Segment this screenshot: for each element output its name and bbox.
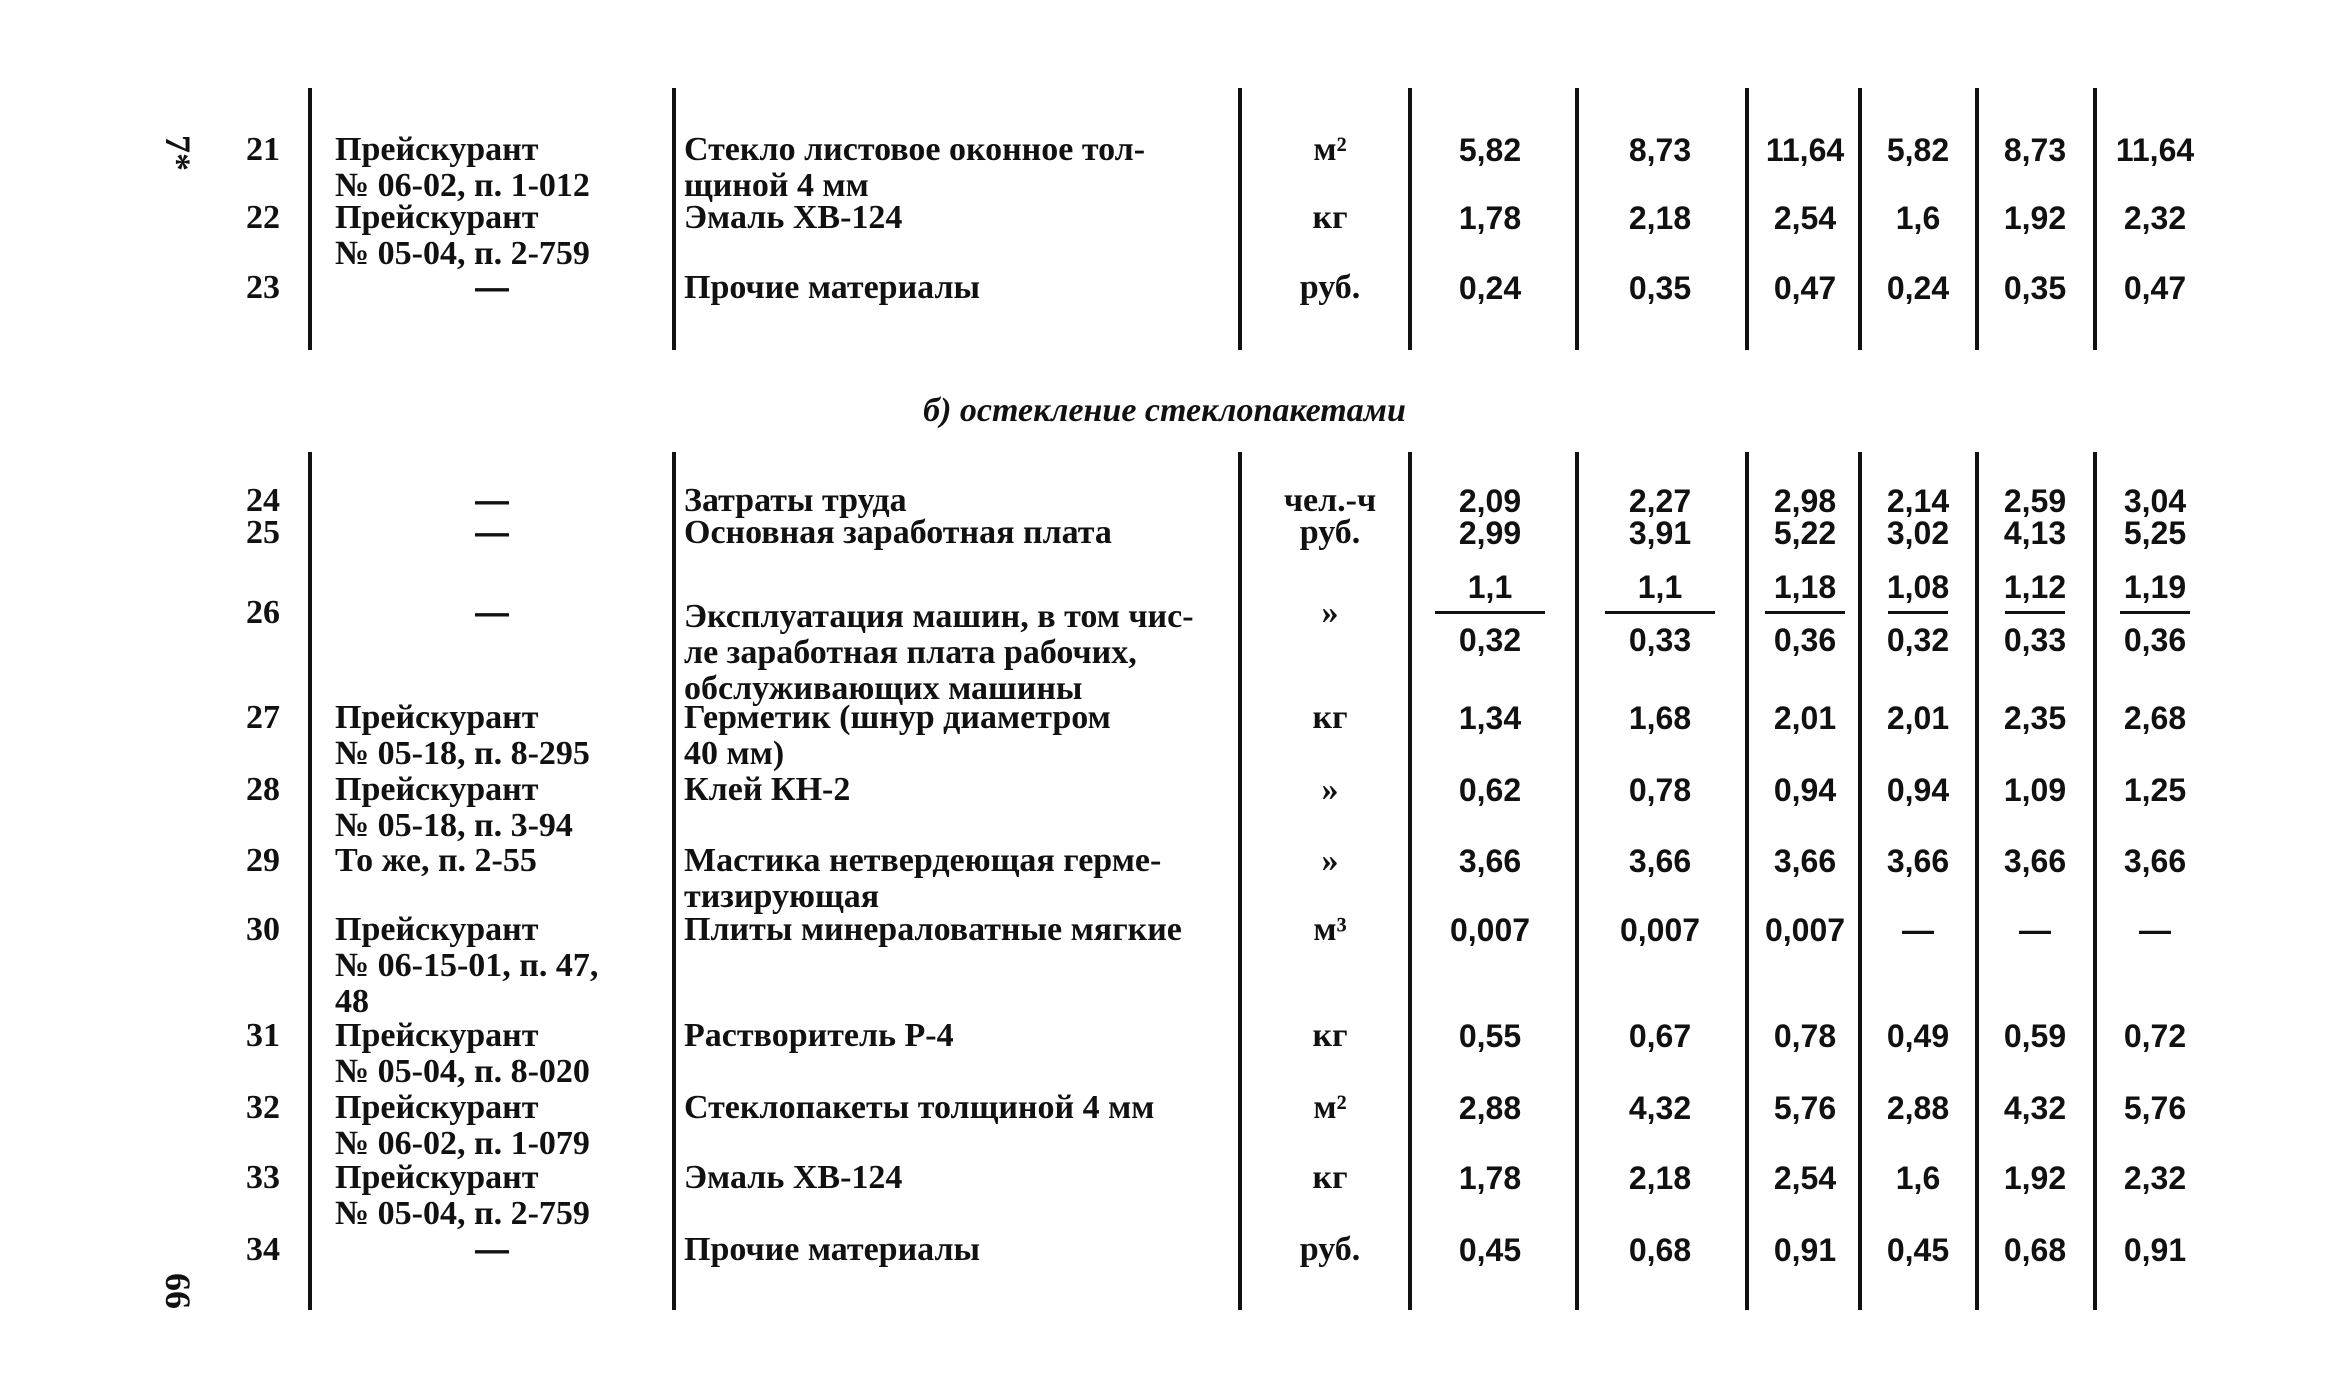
unit-of-measure: » xyxy=(1321,594,1339,631)
unit-of-measure: м² xyxy=(1313,131,1347,168)
value-cell: 2,35 xyxy=(2003,700,2067,736)
row-number: 25 xyxy=(246,514,280,551)
value-cell: 2,32 xyxy=(2123,1160,2187,1196)
row-number: 31 xyxy=(246,1017,280,1054)
unit-of-measure: кг xyxy=(1312,199,1348,236)
source-reference: — xyxy=(475,594,509,632)
item-name: 40 мм) xyxy=(684,735,785,772)
fraction-denominator: 0,36 xyxy=(1773,622,1837,658)
item-name: Затраты труда xyxy=(684,482,907,519)
item-name: Мастика нетвердеющая герме- xyxy=(684,842,1162,879)
top-rule-2 xyxy=(1238,88,1242,350)
value-cell: 8,73 xyxy=(2003,132,2067,168)
unit-of-measure: » xyxy=(1321,842,1339,879)
unit-of-measure: руб. xyxy=(1299,1231,1361,1268)
fraction-denominator: 0,33 xyxy=(2003,622,2067,658)
fraction-numerator: 1,12 xyxy=(2003,569,2067,605)
value-cell: 5,25 xyxy=(2123,515,2187,551)
unit-of-measure: кг xyxy=(1312,699,1348,736)
page-number: 66 xyxy=(158,1273,198,1309)
row-number: 29 xyxy=(246,842,280,879)
fraction-numerator: 1,19 xyxy=(2123,569,2187,605)
value-cell: 3,66 xyxy=(1773,843,1837,879)
item-name: Эксплуатация машин, в том чис- xyxy=(684,598,1194,635)
item-name: Стекло листовое оконное тол- xyxy=(684,131,1146,168)
bottom-rule-7 xyxy=(1975,452,1979,1310)
value-cell: 11,64 xyxy=(2115,132,2195,168)
value-cell: 0,35 xyxy=(1628,270,1692,306)
fraction-value xyxy=(1585,569,1735,658)
value-cell: 0,94 xyxy=(1773,772,1837,808)
value-cell: 11,64 xyxy=(1765,132,1845,168)
row-number: 22 xyxy=(246,199,280,236)
top-rule-3 xyxy=(1408,88,1412,350)
value-cell: 1,6 xyxy=(1895,200,1941,236)
fraction-numerator: 1,1 xyxy=(1637,569,1683,605)
value-cell: 3,66 xyxy=(2123,843,2187,879)
source-reference: № 06-15-01, п. 47, xyxy=(335,947,599,984)
value-cell: 2,14 xyxy=(1886,483,1950,519)
unit-of-measure: чел.-ч xyxy=(1283,482,1377,519)
value-cell: 8,73 xyxy=(1628,132,1692,168)
fraction-denominator: 0,32 xyxy=(1458,622,1522,658)
value-cell: 3,66 xyxy=(1628,843,1692,879)
value-cell: 4,32 xyxy=(2003,1090,2067,1126)
row-number: 33 xyxy=(246,1159,280,1196)
bottom-rule-8 xyxy=(2093,452,2097,1310)
value-cell: 0,007 xyxy=(1619,912,1701,948)
item-name: Основная заработная плата xyxy=(684,514,1112,551)
source-reference: № 05-04, п. 8-020 xyxy=(335,1053,590,1090)
unit-of-measure: руб. xyxy=(1299,514,1361,551)
row-number: 24 xyxy=(246,482,280,519)
source-reference: Прейскурант xyxy=(335,1017,539,1054)
value-cell: 1,78 xyxy=(1458,1160,1522,1196)
source-reference: Прейскурант xyxy=(335,131,539,168)
top-rule-0 xyxy=(308,88,312,350)
row-number: 21 xyxy=(246,131,280,168)
value-cell: 0,47 xyxy=(2123,270,2187,306)
item-name: Стеклопакеты толщиной 4 мм xyxy=(684,1089,1155,1126)
row-number: 30 xyxy=(246,911,280,948)
item-name: Прочие материалы xyxy=(684,269,981,306)
value-cell: 1,92 xyxy=(2003,1160,2067,1196)
source-reference: Прейскурант xyxy=(335,699,539,736)
value-cell: 4,32 xyxy=(1628,1090,1692,1126)
value-cell: 5,82 xyxy=(1886,132,1950,168)
item-name: Эмаль ХВ-124 xyxy=(684,199,903,236)
unit-of-measure: кг xyxy=(1312,1159,1348,1196)
value-cell: 1,6 xyxy=(1895,1160,1941,1196)
top-rule-4 xyxy=(1575,88,1579,350)
source-reference: — xyxy=(475,1231,509,1269)
value-cell: 0,78 xyxy=(1773,1018,1837,1054)
top-rule-8 xyxy=(2093,88,2097,350)
source-reference: № 06-02, п. 1-012 xyxy=(335,167,590,204)
value-cell: 2,59 xyxy=(2003,483,2067,519)
item-name: Эмаль ХВ-124 xyxy=(684,1159,903,1196)
value-cell: 5,76 xyxy=(1773,1090,1837,1126)
item-name: Растворитель Р-4 xyxy=(684,1017,954,1054)
item-name: Прочие материалы xyxy=(684,1231,981,1268)
value-cell: 0,91 xyxy=(1773,1232,1837,1268)
value-cell: 1,92 xyxy=(2003,200,2067,236)
value-cell: 2,99 xyxy=(1458,515,1522,551)
item-name: Плиты минераловатные мягкие xyxy=(684,911,1182,948)
source-reference: № 06-02, п. 1-079 xyxy=(335,1125,590,1162)
fraction-value xyxy=(1868,569,1968,658)
value-cell: 2,88 xyxy=(1458,1090,1522,1126)
value-cell: 0,59 xyxy=(2003,1018,2067,1054)
fraction-value xyxy=(1415,569,1565,658)
value-cell: — xyxy=(2139,912,2171,948)
source-reference: Прейскурант xyxy=(335,911,539,948)
section-title: б) остекление стеклопакетами xyxy=(923,392,1406,429)
fraction-value xyxy=(1985,569,2085,658)
item-name: тизирующая xyxy=(684,878,880,915)
value-cell: 2,01 xyxy=(1773,700,1837,736)
value-cell: 3,66 xyxy=(1886,843,1950,879)
source-reference: № 05-18, п. 3-94 xyxy=(335,807,573,844)
unit-of-measure: м³ xyxy=(1313,911,1347,948)
item-name: ле заработная плата рабочих, xyxy=(684,634,1137,671)
value-cell: 0,67 xyxy=(1628,1018,1692,1054)
bottom-rule-4 xyxy=(1575,452,1579,1310)
value-cell: 0,007 xyxy=(1449,912,1531,948)
fraction-bar xyxy=(2005,611,2065,614)
value-cell: 0,35 xyxy=(2003,270,2067,306)
row-number: 26 xyxy=(246,594,280,631)
value-cell: 0,72 xyxy=(2123,1018,2187,1054)
unit-of-measure: » xyxy=(1321,771,1339,808)
value-cell: 1,78 xyxy=(1458,200,1522,236)
fraction-value xyxy=(2100,569,2210,658)
source-reference: № 05-04, п. 2-759 xyxy=(335,1195,590,1232)
value-cell: 2,32 xyxy=(2123,200,2187,236)
value-cell: 3,66 xyxy=(2003,843,2067,879)
bottom-rule-1 xyxy=(672,452,676,1310)
value-cell: 0,24 xyxy=(1886,270,1950,306)
value-cell: 0,91 xyxy=(2123,1232,2187,1268)
item-name: щиной 4 мм xyxy=(684,167,869,204)
value-cell: 1,34 xyxy=(1458,700,1522,736)
value-cell: 3,66 xyxy=(1458,843,1522,879)
fraction-denominator: 0,33 xyxy=(1628,622,1692,658)
value-cell: 5,22 xyxy=(1773,515,1837,551)
bottom-rule-2 xyxy=(1238,452,1242,1310)
value-cell: 0,94 xyxy=(1886,772,1950,808)
item-name: Герметик (шнур диаметром xyxy=(684,699,1111,736)
value-cell: 0,24 xyxy=(1458,270,1522,306)
value-cell: 2,09 xyxy=(1458,483,1522,519)
value-cell: 0,45 xyxy=(1458,1232,1522,1268)
unit-of-measure: кг xyxy=(1312,1017,1348,1054)
value-cell: 3,04 xyxy=(2123,483,2187,519)
row-number: 28 xyxy=(246,771,280,808)
value-cell: 3,91 xyxy=(1628,515,1692,551)
source-reference: — xyxy=(475,482,509,520)
unit-of-measure: руб. xyxy=(1299,269,1361,306)
fraction-numerator: 1,18 xyxy=(1773,569,1837,605)
row-number: 27 xyxy=(246,699,280,736)
source-reference: — xyxy=(475,269,509,307)
row-number: 23 xyxy=(246,269,280,306)
source-reference: Прейскурант xyxy=(335,1089,539,1126)
page-mark-top: 7* xyxy=(158,135,198,171)
fraction-bar xyxy=(2120,611,2190,614)
source-reference: То же, п. 2-55 xyxy=(335,842,537,879)
value-cell: 2,01 xyxy=(1886,700,1950,736)
fraction-bar xyxy=(1765,611,1845,614)
source-reference: — xyxy=(475,514,509,552)
source-reference: Прейскурант xyxy=(335,1159,539,1196)
value-cell: — xyxy=(1902,912,1934,948)
value-cell: 5,82 xyxy=(1458,132,1522,168)
value-cell: 5,76 xyxy=(2123,1090,2187,1126)
fraction-denominator: 0,32 xyxy=(1886,622,1950,658)
fraction-bar xyxy=(1888,611,1948,614)
unit-of-measure: м² xyxy=(1313,1089,1347,1126)
item-name: Клей КН-2 xyxy=(684,771,851,808)
source-reference: Прейскурант xyxy=(335,199,539,236)
fraction-bar xyxy=(1605,611,1715,614)
value-cell: 1,09 xyxy=(2003,772,2067,808)
source-reference: № 05-04, п. 2-759 xyxy=(335,235,590,272)
value-cell: 0,62 xyxy=(1458,772,1522,808)
value-cell: 1,68 xyxy=(1628,700,1692,736)
row-number: 34 xyxy=(246,1231,280,1268)
value-cell: 2,54 xyxy=(1773,1160,1837,1196)
source-reference: № 05-18, п. 8-295 xyxy=(335,735,590,772)
item-name: обслуживающих машины xyxy=(684,670,1083,707)
bottom-rule-3 xyxy=(1408,452,1412,1310)
value-cell: 2,27 xyxy=(1628,483,1692,519)
value-cell: 0,68 xyxy=(1628,1232,1692,1268)
value-cell: 2,18 xyxy=(1628,1160,1692,1196)
value-cell: 0,49 xyxy=(1886,1018,1950,1054)
value-cell: 3,02 xyxy=(1886,515,1950,551)
value-cell: 2,68 xyxy=(2123,700,2187,736)
source-reference: 48 xyxy=(335,983,369,1020)
top-rule-7 xyxy=(1975,88,1979,350)
row-number: 32 xyxy=(246,1089,280,1126)
value-cell: 1,25 xyxy=(2123,772,2187,808)
fraction-denominator: 0,36 xyxy=(2123,622,2187,658)
bottom-rule-0 xyxy=(308,452,312,1310)
value-cell: 0,007 xyxy=(1764,912,1846,948)
value-cell: 2,98 xyxy=(1773,483,1837,519)
value-cell: 0,45 xyxy=(1886,1232,1950,1268)
source-reference: Прейскурант xyxy=(335,771,539,808)
value-cell: — xyxy=(2019,912,2051,948)
value-cell: 2,88 xyxy=(1886,1090,1950,1126)
fraction-bar xyxy=(1435,611,1545,614)
value-cell: 4,13 xyxy=(2003,515,2067,551)
fraction-numerator: 1,1 xyxy=(1467,569,1513,605)
value-cell: 0,55 xyxy=(1458,1018,1522,1054)
value-cell: 2,54 xyxy=(1773,200,1837,236)
value-cell: 0,78 xyxy=(1628,772,1692,808)
fraction-numerator: 1,08 xyxy=(1886,569,1950,605)
top-rule-1 xyxy=(672,88,676,350)
value-cell: 0,68 xyxy=(2003,1232,2067,1268)
fraction-value xyxy=(1745,569,1865,658)
value-cell: 0,47 xyxy=(1773,270,1837,306)
value-cell: 2,18 xyxy=(1628,200,1692,236)
